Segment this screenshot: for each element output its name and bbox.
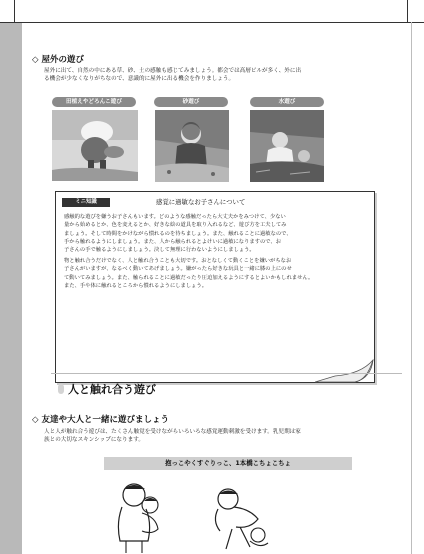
photo-label-water: 水遊び xyxy=(250,97,324,107)
people-line: 族との大切なスキンシップになります。 xyxy=(44,437,144,444)
photo-sand-play xyxy=(155,110,229,182)
people-line: 人と人が触れ合う遊びは、たくさん触覚を受けながらいろいろな感覚運動刺激を受けます。乳児期は家 xyxy=(44,429,301,435)
mini-line: 手から触れるようにしましょう。また、人から触られるとよけいに過敏になりますので、お xyxy=(64,238,282,245)
illustration-tickle xyxy=(210,485,272,553)
chapter-title xyxy=(58,381,156,397)
chapter-title-text: 人と触れ合う遊び xyxy=(68,383,156,396)
mini-knowledge-tag: ミニ知識 xyxy=(62,198,110,207)
outdoor-line: る機会が少なくなりがちなので、意識的に屋外に出る機会を作りましょう。 xyxy=(44,76,235,83)
mini-line: 物と触れ合うだけでなく、人と触れ合うことも大切です。おとなしくて動くことを嫌いがちなお xyxy=(64,258,292,264)
mini-line: 感触的な遊びを嫌うお子さんもいます。どのような感触だったら大丈夫かをみつけて、少ない xyxy=(64,214,286,220)
activity-band: 抱っこやくすぐりっこ、1本橋こちょこちょ xyxy=(104,457,352,470)
page-top-frame xyxy=(0,0,424,23)
document-page xyxy=(22,23,411,554)
mini-knowledge-title: 感覚に過敏なお子さんについて xyxy=(156,198,246,206)
chapter-bullet-icon xyxy=(58,384,64,394)
people-paragraph xyxy=(44,428,404,444)
mini-line: 子さんの手で触るようにしましょう。決して無理に行わないようにしましょう。 xyxy=(64,247,255,254)
mini-knowledge-paragraph-1 xyxy=(64,213,368,254)
people-heading: ◇ 友達や大人と一緒に遊びましょう xyxy=(32,415,169,425)
illustration-hug xyxy=(112,479,172,554)
photo-label-mud: 田植えやどろんこ遊び xyxy=(52,97,136,107)
photo-water-play xyxy=(250,110,324,182)
mini-line: 子さんがいますが、なるべく動いてあげましょう。嫌がったら好きな玩具と一緒に膝の上にのせ xyxy=(64,266,292,273)
outdoor-line: 屋外に出て、自然の中にある草、砂、土の感触も感じてみましょう。都会では高層ビルが多く、外に出 xyxy=(44,68,302,74)
page-curl-icon xyxy=(315,358,375,384)
photo-mud-play xyxy=(52,110,138,181)
top-frame-right-line xyxy=(407,0,408,22)
section-divider xyxy=(51,373,402,374)
top-frame-left-line xyxy=(14,0,15,22)
left-margin-bar xyxy=(0,23,22,554)
photo-label-sand: 砂遊び xyxy=(154,97,228,107)
mini-knowledge-box xyxy=(55,191,375,383)
mini-knowledge-paragraph-2 xyxy=(64,257,368,290)
outdoor-paragraph xyxy=(44,67,404,83)
right-page-border xyxy=(411,22,412,554)
mini-line: て動いてみましょう。また、触られることに過敏だったり圧迫加えるようにするとよいかもしれません。 xyxy=(64,274,314,281)
mini-line: また、手や体に触れるところから慣れるようにしましょう。 xyxy=(64,282,208,289)
outdoor-heading: ◇ 屋外の遊び xyxy=(32,55,84,65)
mini-line: ましょう。そして時間をかけながら慣れるのを待ちましょう。また、触れることに過敏なので、 xyxy=(64,230,292,237)
mini-line: 量から始めるとか、色を変えるとか、好きな絵の道具を取り入れるなど、遊び方を工夫してみ xyxy=(64,222,287,229)
